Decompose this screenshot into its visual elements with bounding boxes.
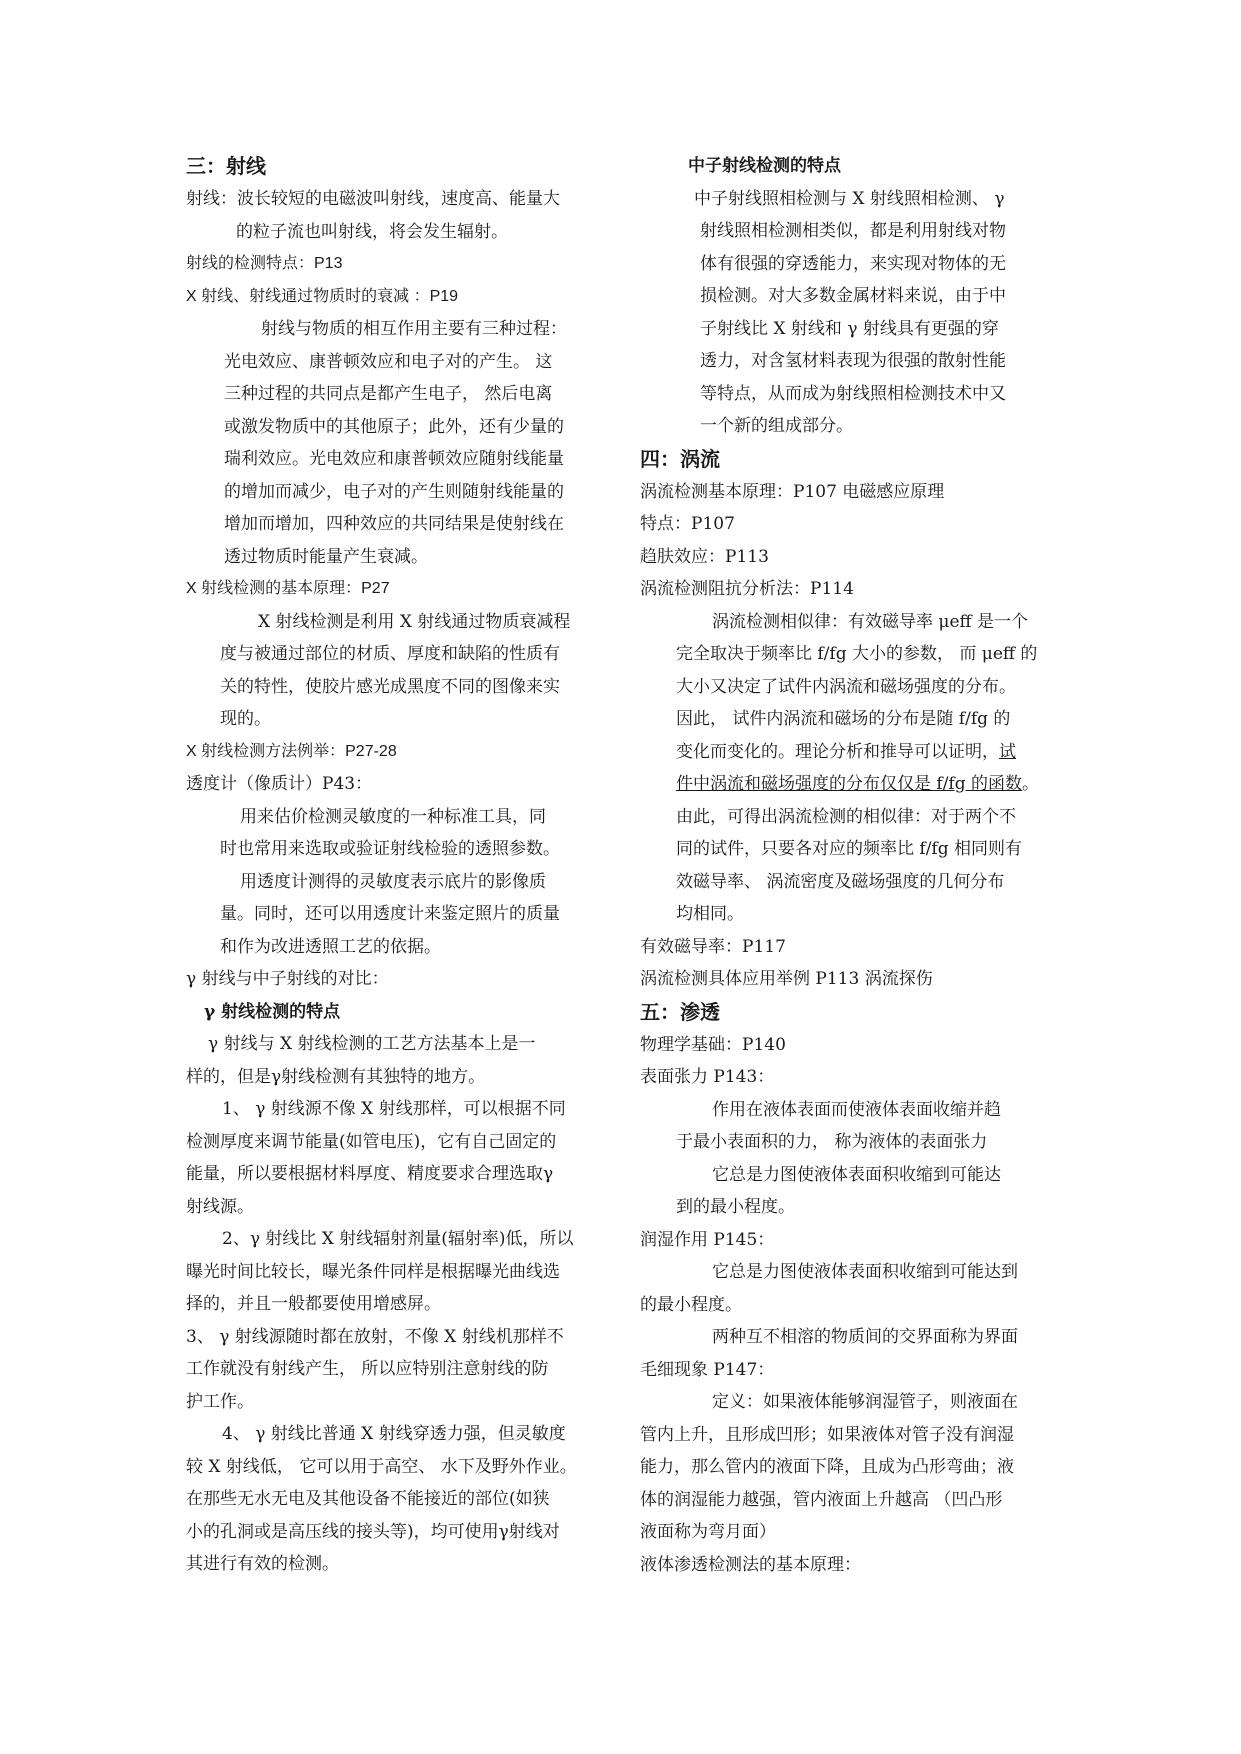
- paragraph-line: 中子射线照相检测与 X 射线照相检测、 γ: [694, 188, 1005, 209]
- paragraph-line: 度与被通过部位的材质、厚度和缺陷的性质有: [220, 644, 560, 664]
- paragraph-line: 瑞利效应。光电效应和康普顿效应随射线能量: [224, 449, 564, 469]
- paragraph-line: 特点：P107: [640, 514, 735, 534]
- paragraph-line: 毛细现象 P147：: [640, 1359, 775, 1380]
- paragraph-line: [640, 768, 1092, 801]
- paragraph-line: 和作为改进透照工艺的依据。: [220, 936, 441, 957]
- paragraph-line: 损检测。对大多数金属材料来说，由于中: [700, 286, 1006, 306]
- paragraph-line: 大小又决定了试件内涡流和磁场强度的分布。: [676, 676, 1016, 697]
- paragraph-line: 其进行有效的检测。: [186, 1554, 339, 1574]
- paragraph-line: 曝光时间比较长，曝光条件同样是根据曝光曲线选: [186, 1261, 560, 1282]
- paragraph-line: 的增加而减少，电子对的产生则随射线能量的: [224, 481, 564, 502]
- paragraph-line: X 射线、射线通过物质时的衰减 ：P19: [186, 287, 459, 305]
- paragraph-line: 透度计（像质计）P43：: [186, 774, 373, 794]
- paragraph-line: 物理学基础：P140: [640, 1034, 786, 1055]
- paragraph-line: 关的特性，使胶片感光成黑度不同的图像来实: [220, 676, 560, 697]
- paragraph-line: 样的，但是γ射线检测有其独特的地方。: [186, 1066, 486, 1087]
- right-column: [640, 150, 1092, 1581]
- paragraph-line: X 射线检测是利用 X 射线通过物质衰减程: [258, 611, 571, 632]
- paragraph-line: 或激发物质中的其他原子；此外，还有少量的: [224, 416, 564, 437]
- paragraph-line: 的最小程度。: [640, 1294, 742, 1315]
- paragraph-line: 它总是力图使液体表面积收缩到可能达到: [712, 1262, 1018, 1282]
- paragraph-line: 两种互不相溶的物质间的交界面称为界面: [712, 1327, 1018, 1347]
- paragraph-line: 1、 γ 射线源不像 X 射线那样，可以根据不同: [222, 1099, 566, 1119]
- paragraph-line: γ 射线与中子射线的对比：: [186, 969, 389, 989]
- paragraph-line: 到的最小程度。: [676, 1197, 795, 1217]
- paragraph-line: γ 射线与 X 射线检测的工艺方法基本上是一: [208, 1034, 536, 1054]
- paragraph-line: 等特点，从而成为射线照相检测技术中又: [700, 383, 1006, 404]
- paragraph-line: 护工作。: [186, 1391, 254, 1412]
- paragraph-line: 用来估价检测灵敏度的一种标准工具，同: [240, 806, 546, 827]
- subheading-neutron: 中子射线检测的特点: [688, 156, 841, 176]
- paragraph-line: 射线与物质的相互作用主要有三种过程：: [261, 319, 567, 339]
- paragraph-line: 管内上升，且形成凹形；如果液体对管子没有润湿: [640, 1424, 1014, 1445]
- paragraph-line: 子射线比 X 射线和 γ 射线具有更强的穿: [700, 318, 999, 339]
- paragraph-line: 工作就没有射线产生， 所以应特别注意射线的防: [186, 1359, 549, 1379]
- paragraph-line: 择的，并且一般都要使用增感屏。: [186, 1294, 441, 1314]
- paragraph-line: 较 X 射线低， 它可以用于高空、 水下及野外作业。: [186, 1456, 577, 1477]
- section-heading-eddy: 四：涡流: [640, 446, 720, 471]
- paragraph-line: 三种过程的共同点是都产生电子， 然后电离: [224, 384, 553, 404]
- paragraph-line: 射线照相检测相类似，都是利用射线对物: [700, 221, 1006, 241]
- section-heading-penetration: 五：渗透: [640, 999, 720, 1024]
- paragraph-line: 涡流检测相似律：有效磁导率 μeff 是一个: [712, 611, 1028, 632]
- paragraph-line: 于最小表面积的力， 称为液体的表面张力: [676, 1132, 988, 1152]
- paragraph-line: 射线的检测特点：P13: [186, 255, 343, 272]
- paragraph-line: 3、 γ 射线源随时都在放射，不像 X 射线机那样不: [186, 1326, 564, 1347]
- paragraph-line: 体的润湿能力越强，管内液面上升越高 （凹凸形: [640, 1489, 1003, 1510]
- section-heading-ray: 三：射线: [186, 154, 266, 178]
- paragraph-line: 涡流检测阻抗分析法：P114: [640, 579, 854, 599]
- paragraph-line: 4、 γ 射线比普通 X 射线穿透力强，但灵敏度: [222, 1424, 566, 1444]
- paragraph-line: 效磁导率、 涡流密度及磁场强度的几何分布: [676, 871, 1005, 892]
- paragraph-line: 量。同时，还可以用透度计来鉴定照片的质量: [220, 904, 560, 924]
- paragraph-line: 它总是力图使液体表面积收缩到可能达: [712, 1164, 1001, 1185]
- paragraph-line: 完全取决于频率比 f/fg 大小的参数， 而 μeff 的: [676, 644, 1038, 664]
- paragraph-line: 同的试件，只要各对应的频率比 f/fg 相同则有: [676, 839, 1023, 859]
- paragraph-line: 涡流检测具体应用举例 P113 涡流探伤: [640, 969, 933, 989]
- paragraph-line: 定义：如果液体能够润湿管子，则液面在: [712, 1392, 1018, 1412]
- underlined-text: 件中涡流和磁场强度的分布仅仅是 f/fg 的函数: [676, 774, 1023, 794]
- paragraph-line: 因此， 试件内涡流和磁场的分布是随 f/fg 的: [676, 709, 1011, 729]
- paragraph-line: 能力，那么管内的液面下降，且成为凸形弯曲；液: [640, 1457, 1014, 1477]
- paragraph-line: 射线：波长较短的电磁波叫射线，速度高、能量大: [186, 189, 560, 209]
- paragraph-line: 现的。: [220, 709, 271, 729]
- paragraph-line: 能量，所以要根据材料厚度、精度要求合理选取γ: [186, 1164, 554, 1184]
- text-span: 变化而变化的。理论分析和推导可以证明，: [676, 741, 999, 762]
- paragraph-line: 2、γ 射线比 X 射线辐射剂量(辐射率)低，所以: [222, 1229, 574, 1249]
- paragraph-line: 润湿作用 P145：: [640, 1229, 775, 1250]
- paragraph-line: 的粒子流也叫射线，将会发生辐射。: [236, 221, 508, 242]
- paragraph-line: X 射线检测的基本原理：P27: [186, 580, 390, 597]
- text-span: 。: [1022, 774, 1040, 794]
- paragraph-line: 液面称为弯月面）: [640, 1522, 776, 1542]
- paragraph-line: 作用在液体表面而使液体表面收缩并趋: [712, 1099, 1001, 1120]
- paragraph-line: 用透度计测得的灵敏度表示底片的影像质: [240, 871, 546, 892]
- paragraph-line: [640, 736, 1092, 769]
- underlined-text: 试: [999, 741, 1016, 762]
- paragraph-line: 透力，对含氢材料表现为很强的散射性能: [700, 351, 1006, 371]
- paragraph-line: 时也常用来选取或验证射线检验的透照参数。: [220, 839, 560, 859]
- paragraph-line: 由此，可得出涡流检测的相似律：对于两个不: [676, 806, 1016, 827]
- paragraph-line: 光电效应、康普顿效应和电子对的产生。 这: [224, 351, 553, 372]
- paragraph-line: 在那些无水无电及其他设备不能接近的部位(如狭: [186, 1489, 550, 1509]
- left-column: [186, 150, 608, 1581]
- paragraph-line: 均相同。: [676, 904, 744, 924]
- paragraph-line: 检测厚度来调节能量(如管电压)，它有自己固定的: [186, 1131, 557, 1152]
- paragraph-line: 液体渗透检测法的基本原理：: [640, 1554, 861, 1575]
- paragraph-line: 趋肤效应：P113: [640, 546, 769, 567]
- paragraph-line: 有效磁导率：P117: [640, 936, 786, 957]
- paragraph-line: 体有很强的穿透能力，来实现对物体的无: [700, 253, 1006, 274]
- paragraph-line: X 射线检测方法例举：P27-28: [186, 742, 397, 760]
- paragraph-line: 表面张力 P143：: [640, 1067, 775, 1087]
- paragraph-line: 射线源。: [186, 1196, 254, 1217]
- paragraph-line: 透过物质时能量产生衰减。: [224, 546, 428, 567]
- paragraph-line: 涡流检测基本原理：P107 电磁感应原理: [640, 481, 945, 502]
- paragraph-line: 小的孔洞或是高压线的接头等)，均可使用γ射线对: [186, 1521, 560, 1542]
- subheading-gamma: γ 射线检测的特点: [204, 1001, 341, 1022]
- paragraph-line: 一个新的组成部分。: [700, 416, 853, 436]
- paragraph-line: 增加而增加，四种效应的共同结果是使射线在: [224, 514, 564, 534]
